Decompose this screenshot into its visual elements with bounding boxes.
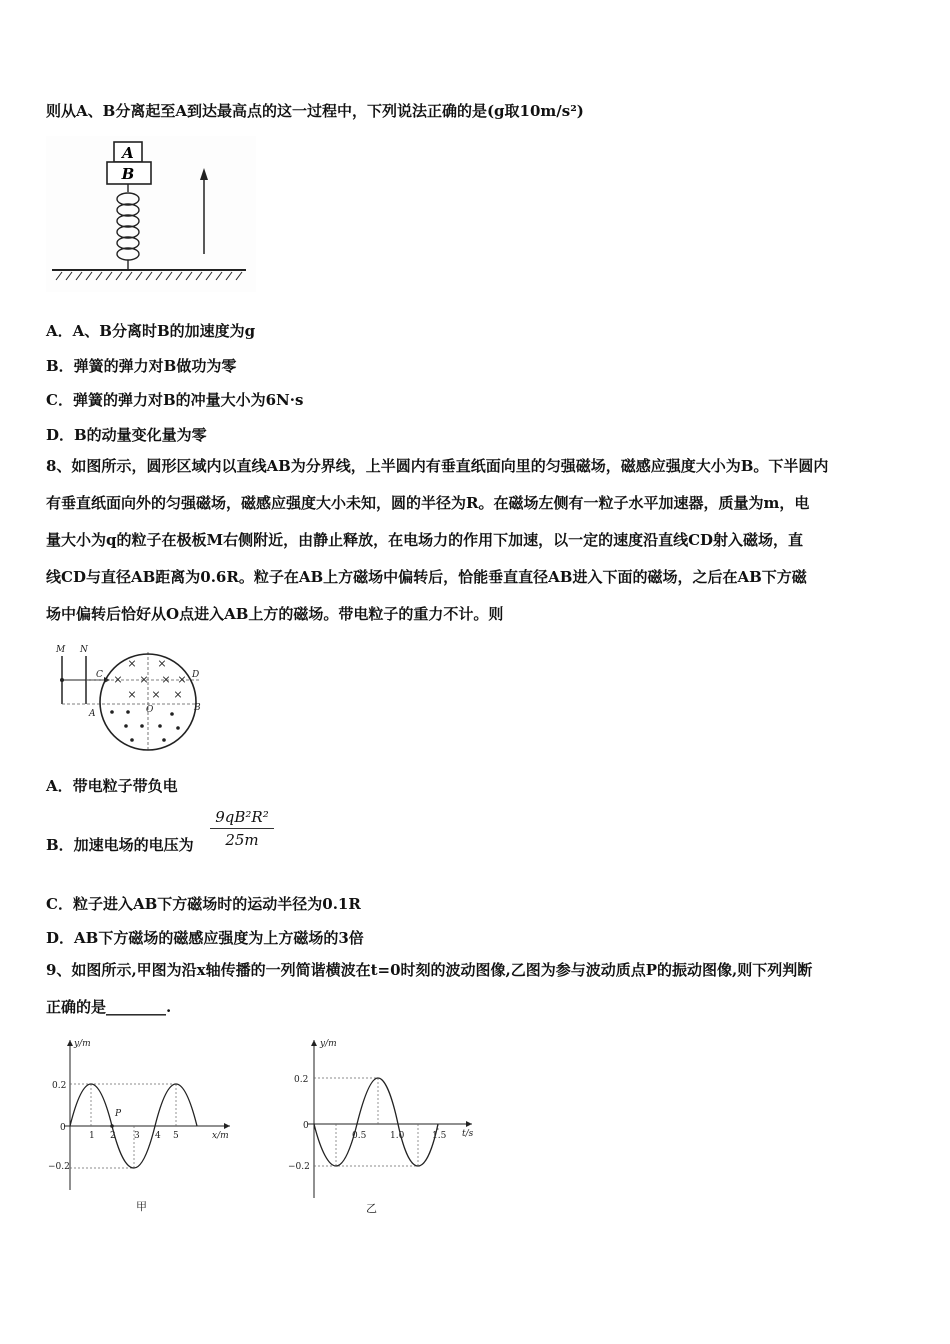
fraction-denominator: 25m: [225, 831, 259, 849]
jia-ytick-2: −0.2: [48, 1162, 70, 1172]
svg-text:×: ×: [127, 657, 137, 670]
label-m: M: [56, 645, 66, 655]
q7-option-d: D．B的动量变化量为零: [46, 426, 207, 444]
jia-point-p: [110, 1124, 114, 1128]
wave-graph-jia: [46, 1032, 246, 1220]
q8-option-c: C．粒子进入AB下方磁场时的运动半径为0.1R: [46, 895, 361, 913]
yi-ytick-1: 0: [303, 1121, 309, 1131]
q8-option-a: A．带电粒子带负电: [46, 777, 178, 795]
q8-line-5: 场中偏转后恰好从O点进入AB上方的磁场。带电粒子的重力不计。则: [46, 605, 504, 623]
magnetic-field-figure: [50, 642, 220, 754]
q9-line-2: 正确的是________.: [46, 998, 172, 1016]
yi-xtick-0: 0.5: [352, 1131, 367, 1141]
field-out-of-page-marks: [110, 710, 180, 742]
q9-line-1: 9、如图所示,甲图为沿x轴传播的一列简谐横波在t=0时刻的波动图像,乙图为参与波动质点P的振动图像,则下列判断: [46, 961, 813, 979]
svg-text:×: ×: [139, 673, 149, 686]
label-o: O: [146, 705, 154, 715]
jia-xtick-2: 2: [110, 1131, 116, 1141]
q8-option-d: D．AB下方磁场的磁感应强度为上方磁场的3倍: [46, 929, 364, 947]
jia-xtick-5: 5: [173, 1131, 179, 1141]
jia-xtick-4: 4: [155, 1131, 161, 1141]
yi-ytick-0: 0.2: [294, 1075, 309, 1085]
yi-xlabel: t/s: [462, 1129, 474, 1139]
svg-text:×: ×: [157, 657, 167, 670]
jia-caption: 甲: [136, 1200, 147, 1213]
block-a-label: A: [122, 144, 134, 162]
label-a: A: [89, 709, 96, 719]
label-b: B: [194, 703, 201, 713]
jia-xtick-1: 1: [89, 1131, 95, 1141]
q7-option-a: A．A、B分离时B的加速度为g: [46, 322, 256, 340]
q7-option-b: B．弹簧的弹力对B做功为零: [46, 357, 237, 375]
yi-ylabel: y/m: [320, 1039, 337, 1049]
label-d: D: [192, 670, 200, 680]
yi-xtick-2: 1.5: [432, 1131, 447, 1141]
spring-block-figure: [46, 136, 256, 292]
yi-ytick-2: −0.2: [288, 1162, 310, 1172]
yi-vibration-curve: [314, 1078, 438, 1166]
q7-intro: 则从A、B分离起至A到达最高点的这一过程中，下列说法正确的是(g取10m/s²): [46, 102, 584, 120]
q8-option-b-prefix: B．加速电场的电压为: [46, 836, 194, 854]
svg-text:×: ×: [177, 673, 187, 686]
svg-text:×: ×: [151, 688, 161, 701]
q8-line-3: 量大小为q的粒子在极板M右侧附近，由静止释放，在电场力的作用下加速，以一定的速度沿直线CD射入磁场，直: [46, 531, 804, 549]
jia-xlabel: x/m: [212, 1131, 229, 1141]
jia-xtick-3: 3: [134, 1131, 140, 1141]
yi-caption: 乙: [366, 1202, 377, 1215]
jia-ytick-1: 0: [60, 1123, 66, 1133]
jia-point-label: P: [115, 1109, 122, 1119]
yi-xtick-1: 1.0: [390, 1131, 405, 1141]
label-n: N: [80, 645, 88, 655]
block-b-label: B: [121, 165, 135, 183]
svg-text:×: ×: [127, 688, 137, 701]
q8-stem: [46, 448, 908, 633]
vibration-graph-yi: [286, 1032, 486, 1220]
svg-text:×: ×: [113, 673, 123, 686]
jia-ylabel: y/m: [74, 1039, 91, 1049]
label-c: C: [96, 670, 103, 680]
svg-text:×: ×: [161, 673, 171, 686]
fraction-numerator: 9qB²R²: [210, 808, 274, 829]
q8-line-1: 8、如图所示，圆形区域内以直线AB为分界线，上半圆内有垂直纸面向里的匀强磁场，磁感应强度大小为B。下半圆内: [46, 457, 829, 475]
q8-option-b-fraction: [210, 808, 274, 849]
q7-option-c: C．弹簧的弹力对B的冲量大小为6N·s: [46, 391, 304, 409]
q8-line-4: 线CD与直径AB距离为0.6R。粒子在AB上方磁场中偏转后，恰能垂直直径AB进入下面的磁场，之后在AB下方磁: [46, 568, 807, 586]
q8-line-2: 有垂直纸面向外的匀强磁场，磁感应强度大小未知，圆的半径为R。在磁场左侧有一粒子水平加速器，质量为m，电: [46, 494, 810, 512]
q9-stem: [46, 952, 908, 1026]
svg-text:×: ×: [173, 688, 183, 701]
jia-ytick-0: 0.2: [52, 1081, 67, 1091]
